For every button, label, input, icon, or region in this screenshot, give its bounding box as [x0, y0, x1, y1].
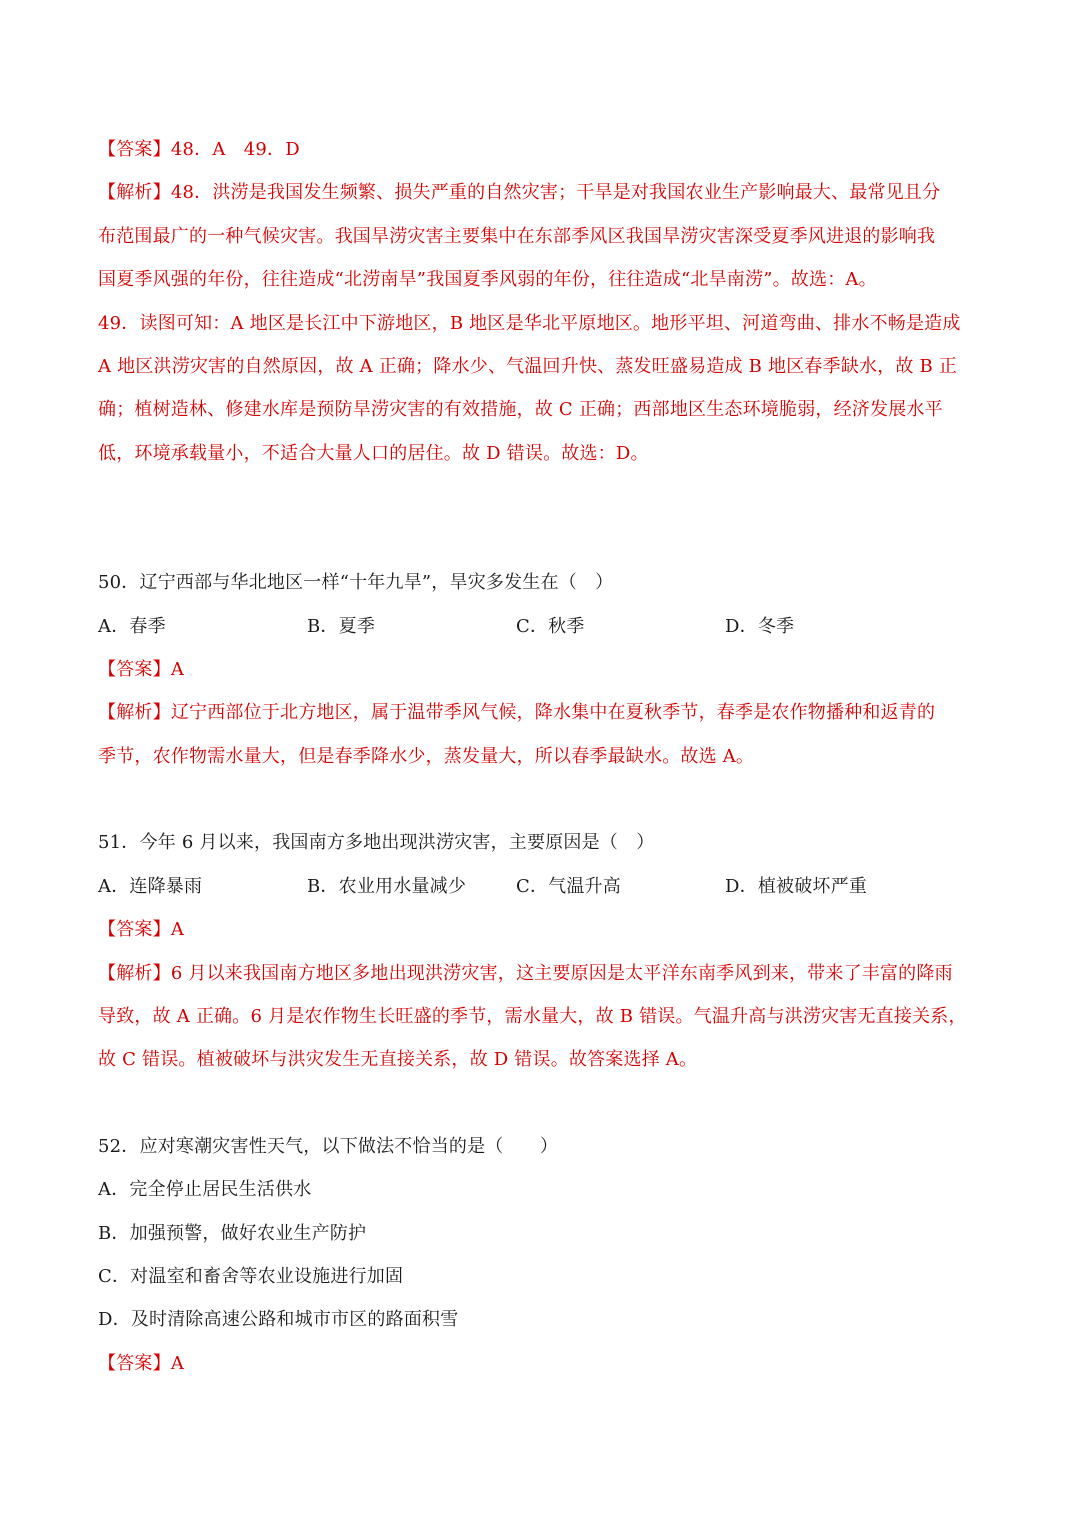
answer-value: A	[170, 1352, 185, 1374]
answer-tag: 【答案】	[98, 1352, 171, 1374]
analysis-tag: 【解析】	[98, 182, 171, 204]
document-page	[98, 128, 988, 1385]
answer-tag: 【答案】	[98, 659, 171, 681]
option-b: B．夏季	[307, 615, 376, 637]
analysis-line: 布范围最广的一种气候灾害。我国旱涝灾害主要集中在东部季风区我国旱涝灾害深受夏季风进退的影响我	[98, 225, 936, 247]
analysis-line: 49．读图可知：A 地区是长江中下游地区，B 地区是华北平原地区。地形平坦、河道弯曲、排水不畅是造成	[98, 312, 961, 334]
analysis-tag: 【解析】	[98, 962, 171, 984]
option-c: C．气温升高	[516, 875, 621, 897]
question-52: 52．应对寒潮灾害性天气，以下做法不恰当的是（ ）	[98, 1135, 559, 1157]
answer-50	[98, 648, 988, 691]
analysis-line: 【解析】48．洪涝是我国发生频繁、损失严重的自然灾害；干旱是对我国农业生产影响最大、最常见且分	[98, 182, 941, 204]
question-50-options	[98, 605, 988, 648]
question-50: 50．辽宁西部与华北地区一样“十年九旱”，旱灾多发生在（ ）	[98, 572, 614, 594]
option-a: A．春季	[98, 615, 166, 637]
option-b: B．农业用水量减少	[307, 875, 467, 897]
question-51-options	[98, 865, 988, 908]
option-d: D．及时清除高速公路和城市市区的路面积雪	[98, 1309, 459, 1331]
answer-52	[98, 1342, 988, 1385]
option-a: A．连降暴雨	[98, 875, 203, 897]
option-d: D．植被破坏严重	[725, 875, 868, 897]
option-c: C．秋季	[516, 615, 585, 637]
option-c: C．对温室和畜舍等农业设施进行加固	[98, 1265, 404, 1287]
option-b: B．加强预警，做好农业生产防护	[98, 1222, 367, 1244]
analysis-line: 季节，农作物需水量大，但是春季降水少，蒸发量大，所以春季最缺水。故选 A。	[98, 745, 755, 767]
answer-tag: 【答案】	[98, 919, 171, 941]
answer-48-49	[98, 128, 988, 171]
analysis-line: 【解析】6 月以来我国南方地区多地出现洪涝灾害，这主要原因是太平洋东南季风到来，带来了丰富的降雨	[98, 962, 953, 984]
question-51: 51．今年 6 月以来，我国南方多地出现洪涝灾害，主要原因是（ ）	[98, 832, 655, 854]
option-a: A．完全停止居民生活供水	[98, 1179, 312, 1201]
analysis-line: 低，环境承载量小，不适合大量人口的居住。故 D 错误。故选：D。	[98, 442, 649, 464]
analysis-tag: 【解析】	[98, 702, 171, 724]
analysis-line: 【解析】辽宁西部位于北方地区，属于温带季风气候，降水集中在夏秋季节，春季是农作物播种和返青的	[98, 702, 936, 724]
answer-51	[98, 908, 988, 951]
answer-value: 48．A 49．D	[170, 139, 300, 160]
analysis-line: 故 C 错误。植被破坏与洪灾发生无直接关系，故 D 错误。故答案选择 A。	[98, 1049, 698, 1071]
answer-tag: 【答案】	[98, 139, 171, 160]
answer-value: A	[170, 659, 185, 681]
option-d: D．冬季	[725, 615, 795, 637]
analysis-line: 国夏季风强的年份，往往造成“北涝南旱”我国夏季风弱的年份，往往造成“北旱南涝”。故选：A。	[98, 269, 877, 291]
answer-value: A	[170, 919, 185, 941]
analysis-line: 确；植树造林、修建水库是预防旱涝灾害的有效措施，故 C 正确；西部地区生态环境脆弱，经济发展水平	[98, 399, 943, 421]
analysis-line: A 地区洪涝灾害的自然原因，故 A 正确；降水少、气温回升快、蒸发旺盛易造成 B 地区春季缺水，故 B 正	[98, 356, 958, 378]
analysis-line: 导致，故 A 正确。6 月是农作物生长旺盛的季节，需水量大，故 B 错误。气温升高与洪涝灾害无直接关系，	[98, 1005, 967, 1027]
